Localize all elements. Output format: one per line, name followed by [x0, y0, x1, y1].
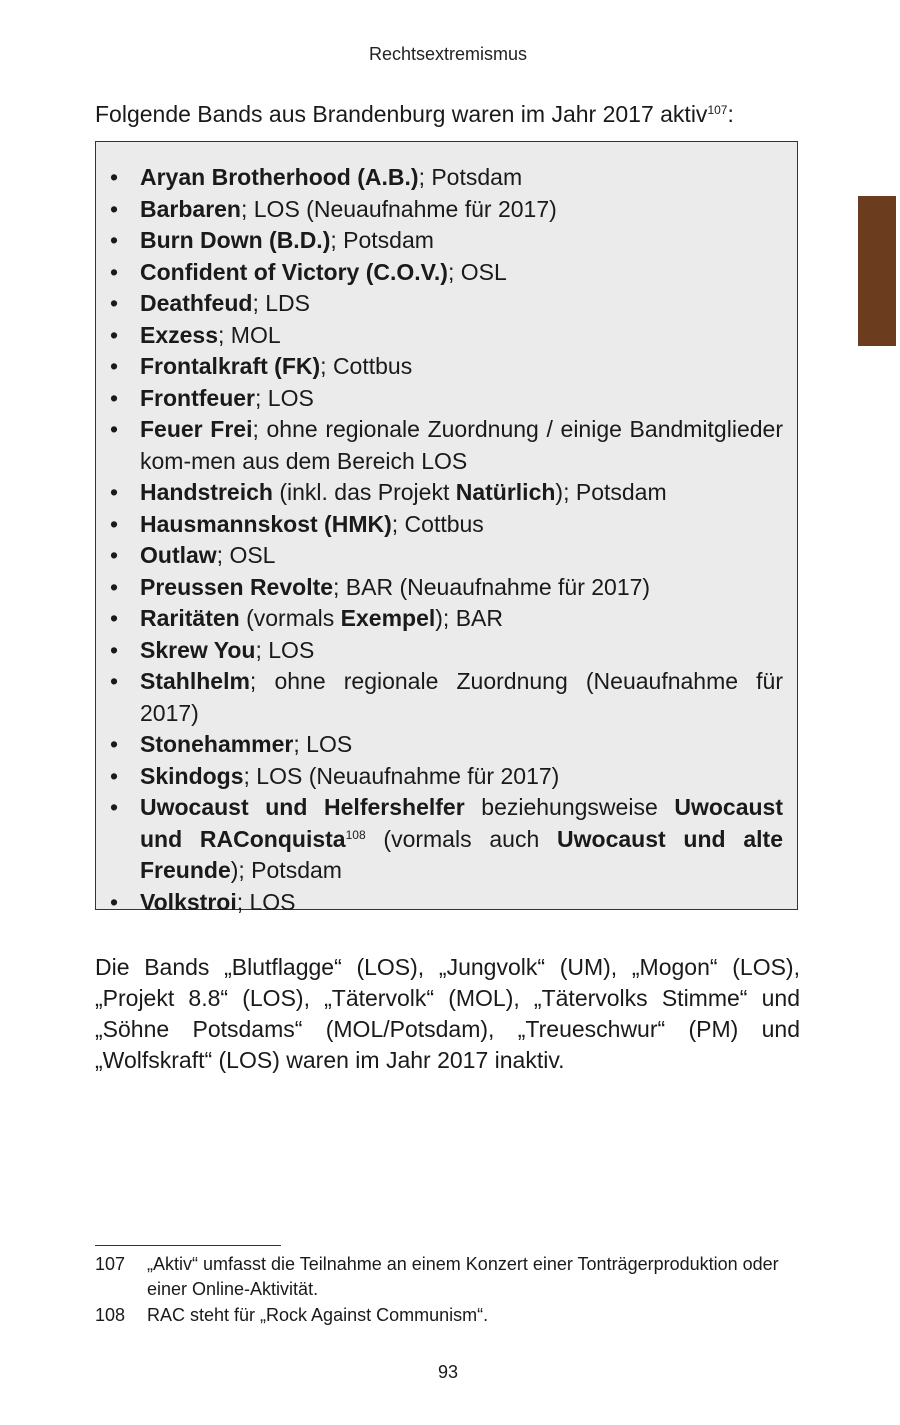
list-item [110, 509, 783, 541]
band-detail: ; OSL [447, 258, 507, 285]
bullet-icon: • [110, 605, 119, 631]
footnote-108 [95, 1303, 800, 1328]
band-name: Volkstroi [140, 888, 237, 915]
list-item [110, 351, 783, 383]
bullet-icon: • [110, 888, 119, 915]
band-detail: ); Potsdam [555, 479, 667, 505]
band-detail: ; MOL [218, 321, 281, 348]
bullet-icon: • [110, 542, 119, 568]
band-detail: ; LOS (Neuaufnahme für 2017) [243, 762, 560, 789]
band-name: Hausmannskost (HMK) [140, 510, 392, 537]
list-item [110, 729, 783, 761]
bullet-icon: • [110, 416, 119, 442]
footnote-ref-108[interactable]: 108 [345, 827, 366, 842]
band-name: Frontalkraft (FK) [140, 353, 321, 379]
bullet-icon: • [110, 384, 119, 411]
list-item [110, 603, 783, 635]
bullet-icon: • [110, 290, 119, 316]
band-name: Skindogs [140, 762, 244, 789]
band-name: Skrew You [140, 636, 256, 663]
footnote-number: 107 [95, 1254, 126, 1274]
band-name: Uwocaust und Helfershelfer [140, 794, 465, 820]
band-former-name: Exempel [340, 605, 436, 631]
list-item [110, 792, 783, 887]
page-number: 93 [437, 1362, 459, 1382]
band-name: Preussen Revolte [140, 573, 334, 600]
band-detail: ; BAR (Neuaufnahme für 2017) [333, 573, 651, 600]
footnote-ref-107[interactable]: 107 [707, 103, 728, 117]
list-item [110, 414, 783, 477]
bullet-icon: • [110, 762, 119, 789]
bullet-icon: • [110, 636, 119, 663]
list-item [110, 477, 783, 509]
band-name: Confident of Victory (C.O.V.) [140, 258, 448, 285]
band-name: Stahlhelm [140, 668, 250, 694]
bullet-icon: • [110, 731, 119, 757]
band-name: Exzess [140, 321, 219, 348]
band-detail: ; LOS [293, 731, 353, 757]
bullet-icon: • [110, 164, 119, 190]
band-name: Aryan Brotherhood (A.B.) [140, 164, 419, 190]
band-detail: ; OSL [216, 542, 276, 568]
band-name: Deathfeud [140, 290, 253, 316]
bullet-icon: • [110, 573, 119, 600]
bullet-icon: • [110, 321, 119, 348]
band-note: (inkl. das Projekt [272, 479, 456, 505]
bullet-icon: • [110, 510, 119, 537]
band-name: Burn Down (B.D.) [140, 227, 331, 253]
footnote-number: 108 [95, 1305, 126, 1325]
list-item [110, 383, 783, 415]
band-name: Barbaren [140, 195, 241, 222]
band-name: Raritäten [140, 605, 240, 631]
chapter-thumb-tab [858, 196, 896, 346]
band-name: Outlaw [140, 542, 217, 568]
band-project-name: Natürlich [455, 479, 556, 505]
bullet-icon: • [110, 353, 119, 379]
bullet-icon: • [110, 668, 119, 694]
band-detail: ; ohne regionale Zuordnung (Neuaufnahme für 2017) [140, 668, 783, 726]
footnotes [95, 1252, 800, 1329]
band-detail: ; Potsdam [330, 227, 434, 253]
band-list [110, 162, 783, 918]
band-list-box [95, 141, 798, 915]
band-detail: ; ohne regionale Zuordnung / einige Bandmitglieder kom-men aus dem Bereich LOS [140, 416, 783, 474]
list-item [110, 288, 783, 320]
band-note: beziehungsweise [464, 794, 675, 820]
band-name: Stonehammer [140, 731, 294, 757]
list-item [110, 887, 783, 919]
footnote-107 [95, 1252, 800, 1302]
list-item [110, 761, 783, 793]
intro-text: Folgende Bands aus Brandenburg waren im Jahr 2017 aktiv [95, 101, 708, 127]
list-item [110, 257, 783, 289]
bullet-icon: • [110, 794, 119, 820]
band-detail: ; Cottbus [320, 353, 413, 379]
intro-colon: : [727, 101, 734, 127]
list-item [110, 666, 783, 729]
bullet-icon: • [110, 195, 119, 222]
intro-paragraph [95, 98, 805, 130]
band-detail: ; LOS [255, 636, 315, 663]
running-title: Rechtsextremismus [368, 44, 528, 64]
footnote-text: RAC steht für „Rock Against Communism“. [147, 1305, 489, 1325]
bullet-icon: • [110, 258, 119, 285]
list-item [110, 540, 783, 572]
band-detail: ); Potsdam [230, 857, 342, 883]
band-alt-name: Uwocaust und RAConquista [140, 794, 783, 852]
footnote-text: „Aktiv“ umfasst die Teilnahme an einem Konzert einer Tonträgerproduktion oder einer Online-Aktivität. [147, 1254, 779, 1299]
list-item [110, 225, 783, 257]
band-detail: ; LOS [255, 384, 314, 411]
list-item [110, 162, 783, 194]
band-note: (vormals auch [365, 825, 558, 852]
band-name: Handstreich [140, 479, 273, 505]
closing-paragraph: Die Bands „Blutflagge“ (LOS), „Jungvolk“ (UM), „Mogon“ (LOS), „Projekt 8.8“ (LOS), „Tätervolk“ (MOL), „Tätervolks Stimme“ und „Söhne Potsdams“ (MOL/Potsdam), „Treueschwur“ (PM) und „Wolfskraft“ (LOS) waren im Jahr 2017 inaktiv. [95, 954, 800, 1073]
list-item [110, 572, 783, 604]
band-detail: ); BAR [435, 605, 503, 631]
bullet-icon: • [110, 227, 119, 253]
band-detail: ; LDS [252, 290, 310, 316]
list-item [110, 635, 783, 667]
footnote-divider [95, 1245, 281, 1246]
list-item [110, 320, 783, 352]
band-detail: ; Cottbus [391, 510, 484, 537]
band-detail: ; Potsdam [418, 164, 523, 190]
list-item [110, 194, 783, 226]
bullet-icon: • [110, 479, 119, 505]
band-name: Frontfeuer [140, 384, 255, 411]
band-former-name: Uwocaust und alte Freunde [140, 825, 783, 883]
band-note: (vormals [239, 605, 341, 631]
band-detail: ; LOS [236, 888, 296, 915]
band-name: Feuer Frei [140, 416, 253, 442]
band-detail: ; LOS (Neuaufnahme für 2017) [240, 195, 557, 222]
